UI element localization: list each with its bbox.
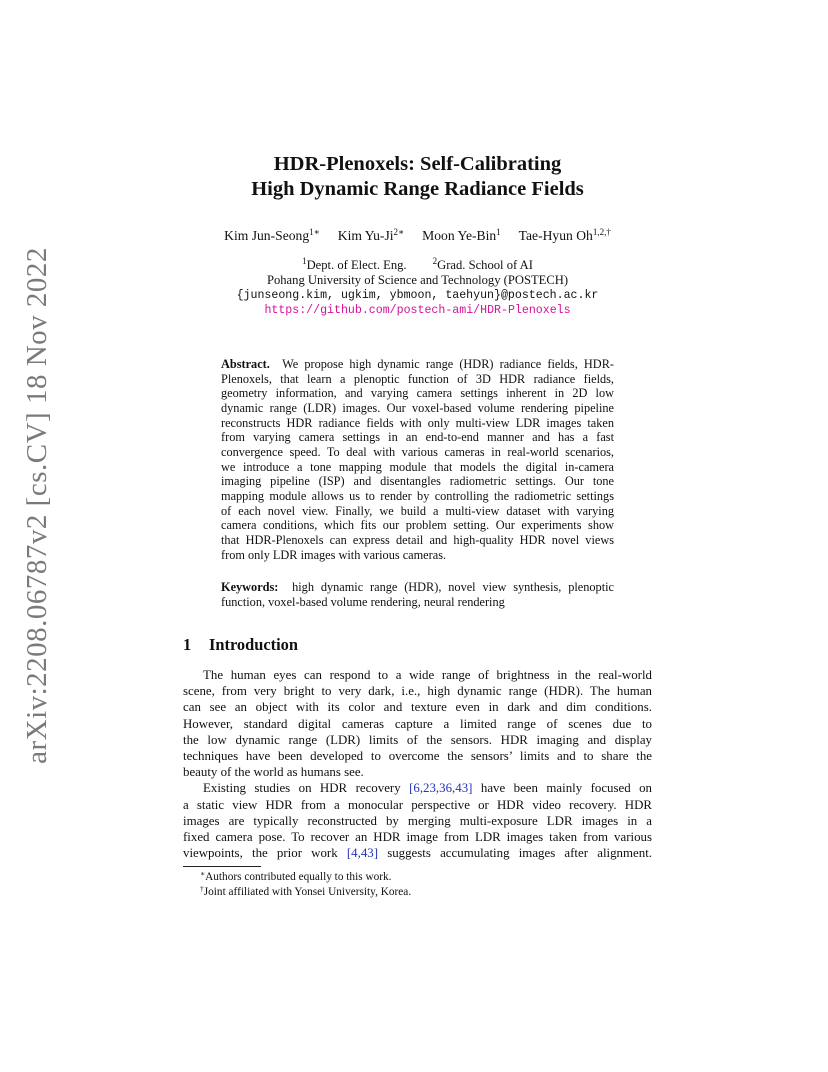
body-line: fixed camera pose. To recover an HDR image from LDR images taken from various (183, 830, 652, 845)
abstract (221, 357, 614, 562)
abstract-line: geometry information, and varying camera settings inherent in 2D low (221, 386, 614, 401)
abstract-line: reconstructs HDR radiance fields with only multi-view LDR images taken (221, 415, 614, 430)
author-emails: {junseong.kim, ugkim, ybmoon, taehyun}@postech.ac.kr (236, 289, 599, 302)
author-list (183, 228, 652, 244)
abstract-line: we introduce a tone mapping module that models the digital in-camera (221, 459, 614, 474)
author: Kim $Yu-Ji^{2∗}$ (337, 227, 405, 243)
title-line-2: High Dynamic Range Radiance Fields (251, 178, 584, 200)
keywords (221, 580, 614, 609)
abstract-line: imaging pipeline (ISP) and disentangles radiometric settings. Our tone (221, 474, 614, 489)
abstract-line: from only LDR images with various cameras. (221, 547, 447, 562)
abstract-line: Abstract. We propose high dynamic range (HDR) radiance fields, HDR- (221, 357, 614, 371)
section-number: 1 (183, 635, 192, 654)
affiliations (183, 258, 652, 318)
paper-title (183, 152, 652, 202)
author: Tae-Hyun $Oh^{1,2,\dagger}$ (518, 227, 611, 243)
keywords-line: Keywords: high dynamic range (HDR), novel view synthesis, plenoptic (221, 580, 614, 594)
body-line: can see an object with its color and texture even in dark and dim conditions. (183, 700, 652, 715)
abstract-line: camera conditions, which fits our problem setting. Our experiments show (221, 518, 614, 533)
body-line: techniques have been developed to overcome the sensors’ limits and to share the (183, 749, 652, 764)
footnote-rule (183, 866, 261, 867)
section-title: Introduction (209, 635, 298, 654)
citation-link[interactable]: [4,43] (346, 846, 379, 861)
keywords-label: Keywords: (221, 580, 279, 594)
introduction-body (183, 667, 652, 861)
affiliation-dept-1: $^1$Dept. of Elect. Eng. (302, 256, 407, 272)
abstract-line: Plenoxels, that learn a plenoptic function of 3D HDR radiance fields, (221, 371, 614, 386)
body-line: images are typically reconstructed by merging multi-exposure LDR images in a (183, 813, 652, 828)
abstract-label: Abstract. (221, 357, 270, 371)
abstract-line: from varying camera settings in an end-to-end manner and has a fast (221, 430, 614, 445)
arxiv-identifier-text: arXiv:2208.06787v2 [cs.CV] 18 Nov 2022 (20, 246, 53, 764)
arxiv-identifier (20, 246, 54, 764)
footnotes (200, 870, 652, 900)
body-line: viewpoints, the prior work [4,43] suggests accumulating images after alignment. (183, 846, 652, 861)
body-line: beauty of the world as humans see. (183, 765, 364, 780)
body-line: scene, from very bright to very dark, i.e., high dynamic range (HDR). The human (183, 684, 652, 699)
abstract-line: convergence speed. To deal with various cameras in real-world scenarios, (221, 444, 614, 459)
body-line: However, standard digital cameras capture a limited range of scenes due to (183, 716, 652, 731)
affiliation-dept-2: $^2$Grad. School of AI (432, 256, 533, 272)
abstract-line: that HDR-Plenoxels can express detail and high-quality HDR novel views (221, 532, 614, 547)
body-line: Existing studies on HDR recovery [6,23,36,43] have been mainly focused on (203, 781, 652, 796)
project-url-link[interactable]: https://github.com/postech-ami/HDR-Plenoxels (264, 304, 571, 317)
title-line-1: HDR-Plenoxels: Self-Calibrating (273, 153, 562, 175)
author: Kim Jun-Seong$^{1∗}$ (224, 227, 320, 243)
footnote: †Joint affiliated with Yonsei University, Korea. (200, 883, 412, 898)
section-heading-introduction (183, 635, 652, 655)
abstract-line: of each novel view. Finally, we build a multi-view dataset with varying (221, 503, 614, 518)
author: Moon Ye-Bin$^1$ (422, 227, 501, 243)
body-line: The human eyes can respond to a wide range of brightness in the real-world (203, 668, 652, 682)
body-line: the low dynamic range (LDR) limits of the sensors. HDR imaging and display (183, 732, 652, 747)
citation-link[interactable]: [6,23,36,43] (409, 781, 473, 796)
footnote: ∗Authors contributed equally to this work. (200, 869, 392, 883)
abstract-line: mapping module allows us to render by controlling the radiometric settings (221, 488, 614, 503)
keywords-line: function, voxel-based volume rendering, neural rendering (221, 594, 505, 609)
affiliation-university: Pohang University of Science and Technology (POSTECH) (266, 273, 569, 287)
body-line: a static view HDR from a monocular perspective or HDR video recovery. HDR (183, 797, 652, 812)
abstract-line: dynamic range (LDR) images. Our voxel-based volume rendering pipeline (221, 400, 614, 415)
